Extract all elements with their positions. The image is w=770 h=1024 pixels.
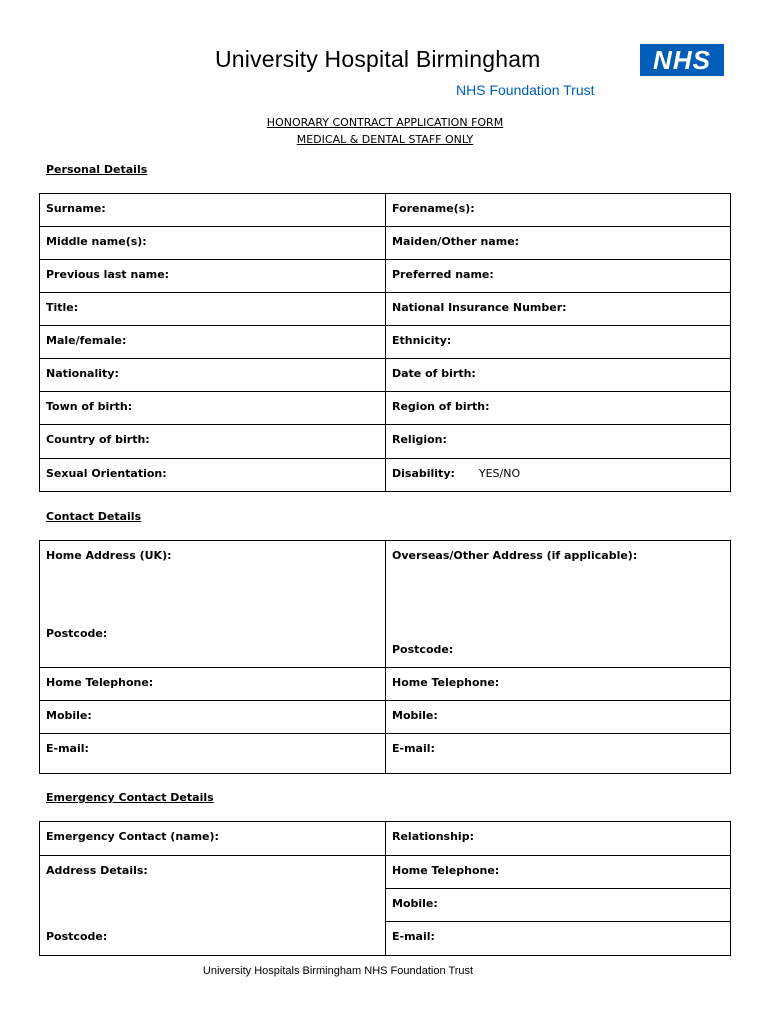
gender-field[interactable]: Male/female: [40,326,386,359]
personal-details-heading: Personal Details [46,163,148,176]
nationality-field[interactable]: Nationality: [40,359,386,392]
table-row [40,734,731,774]
home-address-label: Home Address (UK): [46,549,172,562]
overseas-address-label: Overseas/Other Address (if applicable): [392,549,638,562]
table-row [40,293,731,326]
trust-name: NHS Foundation Trust [456,82,595,98]
table-row [40,425,731,459]
table-row [40,326,731,359]
emergency-mobile-field[interactable]: Mobile: [386,889,731,922]
table-row [40,668,731,701]
relationship-field[interactable]: Relationship: [386,822,731,856]
table-row [40,392,731,425]
maiden-name-field[interactable]: Maiden/Other name: [386,227,731,260]
preferred-name-field[interactable]: Preferred name: [386,260,731,293]
table-row [40,227,731,260]
region-of-birth-field[interactable]: Region of birth: [386,392,731,425]
country-of-birth-field[interactable]: Country of birth: [40,425,386,459]
national-insurance-field[interactable]: National Insurance Number: [386,293,731,326]
overseas-home-telephone-field[interactable]: Home Telephone: [386,668,731,701]
overseas-address-field[interactable] [386,541,731,668]
form-subtitle: MEDICAL & DENTAL STAFF ONLY [296,133,474,146]
overseas-mobile-field[interactable]: Mobile: [386,701,731,734]
organisation-name: University Hospital Birmingham [215,46,541,72]
address-details-label: Address Details: [46,864,148,877]
form-title: HONORARY CONTRACT APPLICATION FORM [266,116,504,129]
disability-label: Disability: [392,467,455,480]
page-footer: University Hospitals Birmingham NHS Foundation Trust [202,965,474,977]
home-telephone-field[interactable]: Home Telephone: [40,668,386,701]
personal-details-table [39,193,731,492]
surname-field[interactable]: Surname: [40,194,386,227]
disability-field[interactable] [386,459,731,492]
home-address-field[interactable] [40,541,386,668]
table-row [40,856,731,889]
table-row [40,260,731,293]
religion-field[interactable]: Religion: [386,425,731,459]
title-field[interactable]: Title: [40,293,386,326]
home-postcode-label: Postcode: [46,627,108,640]
emergency-email-field[interactable]: E-mail: [386,922,731,956]
table-row [40,701,731,734]
overseas-email-field[interactable]: E-mail: [386,734,731,774]
table-row [40,459,731,492]
table-row [40,359,731,392]
previous-last-name-field[interactable]: Previous last name: [40,260,386,293]
emergency-postcode-label: Postcode: [46,930,108,943]
emergency-address-field[interactable] [40,856,386,956]
table-row [40,822,731,856]
forename-field[interactable]: Forename(s): [386,194,731,227]
contact-details-heading: Contact Details [46,510,142,523]
contact-details-table [39,540,731,774]
ethnicity-field[interactable]: Ethnicity: [386,326,731,359]
emergency-contact-heading: Emergency Contact Details [46,791,214,804]
emergency-contact-table [39,821,731,956]
sexual-orientation-field[interactable]: Sexual Orientation: [40,459,386,492]
mobile-field[interactable]: Mobile: [40,701,386,734]
nhs-logo: NHS [640,44,724,76]
email-field[interactable]: E-mail: [40,734,386,774]
emergency-home-telephone-field[interactable]: Home Telephone: [386,856,731,889]
disability-options[interactable]: YES/NO [478,467,521,480]
table-row [40,541,731,668]
middle-name-field[interactable]: Middle name(s): [40,227,386,260]
emergency-contact-name-field[interactable]: Emergency Contact (name): [40,822,386,856]
town-of-birth-field[interactable]: Town of birth: [40,392,386,425]
date-of-birth-field[interactable]: Date of birth: [386,359,731,392]
overseas-postcode-label: Postcode: [392,643,454,656]
table-row [40,194,731,227]
